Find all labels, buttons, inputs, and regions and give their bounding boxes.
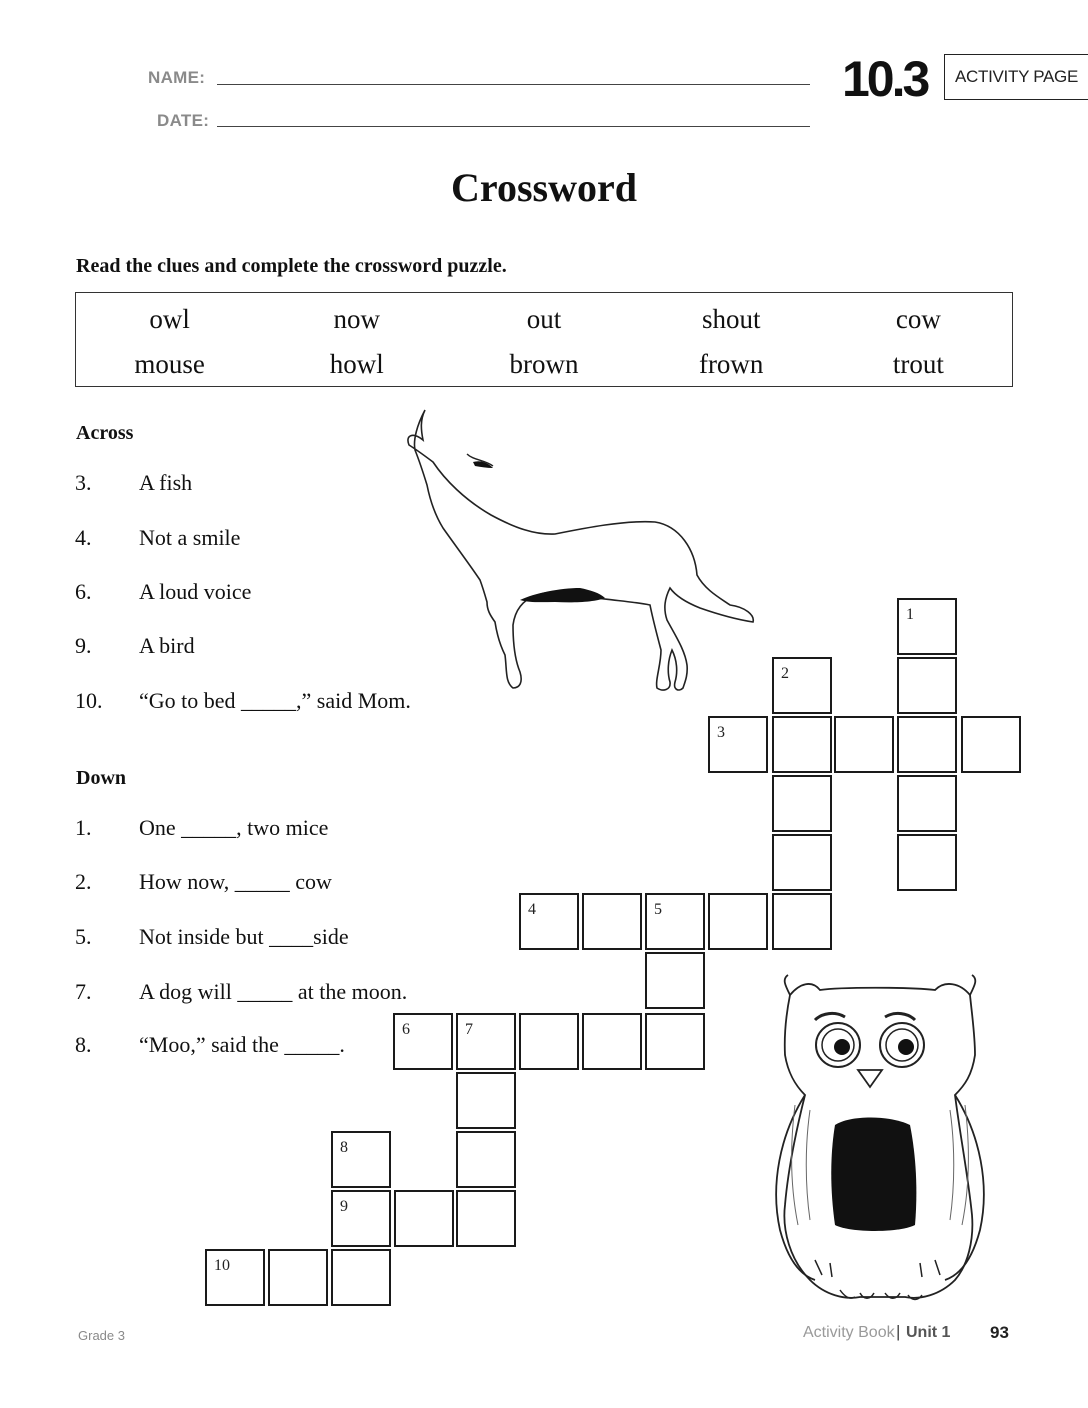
word-bank-item: frown (698, 349, 764, 379)
crossword-cell[interactable] (582, 893, 642, 950)
clue-text: A dog will _____ at the moon. (139, 979, 408, 1004)
footer-unit: Unit 1 (906, 1324, 951, 1341)
crossword-cell[interactable] (772, 775, 832, 832)
crossword-cell[interactable] (394, 1190, 454, 1247)
clue-number: 2. (75, 869, 92, 894)
crossword-cell[interactable] (772, 893, 832, 950)
name-field[interactable] (217, 84, 810, 85)
lesson-number: 10.3 (842, 51, 928, 107)
clue-number-label: 10 (214, 1257, 230, 1274)
word-bank (75, 292, 1013, 387)
crossword-cell[interactable] (456, 1072, 516, 1129)
clue-number: 7. (75, 979, 92, 1004)
word-bank-item: howl (329, 349, 384, 379)
clue-number-label: 5 (654, 901, 662, 918)
clue-text: “Moo,” said the _____. (139, 1032, 345, 1057)
crossword-cell[interactable] (205, 1249, 265, 1306)
owl-icon (760, 975, 1005, 1310)
crossword-cell[interactable] (645, 952, 705, 1009)
clue-text: A loud voice (139, 579, 252, 604)
word-bank-item: shout (701, 304, 761, 334)
crossword-cell[interactable] (772, 657, 832, 714)
crossword-cell[interactable] (331, 1190, 391, 1247)
clue-text: Not a smile (139, 525, 241, 550)
across-heading: Across (76, 422, 134, 444)
clue-number: 8. (75, 1032, 92, 1057)
clue-text: “Go to bed _____,” said Mom. (139, 688, 411, 713)
crossword-cell[interactable] (834, 716, 894, 773)
down-heading: Down (76, 767, 127, 789)
clue-number: 1. (75, 815, 92, 840)
crossword-cell[interactable] (582, 1013, 642, 1070)
clue-text: A fish (139, 470, 193, 495)
crossword-cell[interactable] (897, 657, 957, 714)
activity-page-label: ACTIVITY PAGE (955, 67, 1079, 86)
instructions: Read the clues and complete the crossword puzzle. (76, 255, 507, 277)
page-number: 93 (990, 1323, 1009, 1342)
clue-number-label: 7 (465, 1021, 473, 1038)
footer-separator: | (896, 1322, 901, 1341)
name-label: NAME: (148, 68, 206, 87)
word-bank-item: out (526, 304, 562, 334)
crossword-cell[interactable] (772, 834, 832, 891)
crossword-cell[interactable] (331, 1249, 391, 1306)
crossword-cell[interactable] (961, 716, 1021, 773)
clue-text: A bird (139, 633, 195, 658)
clue-number-label: 9 (340, 1198, 348, 1215)
word-bank-item: mouse (134, 349, 205, 379)
date-field[interactable] (217, 126, 810, 127)
page-title: Crossword (451, 165, 637, 210)
crossword-cell[interactable] (897, 598, 957, 655)
crossword-cell[interactable] (456, 1190, 516, 1247)
howling-wolf-icon (395, 410, 765, 700)
crossword-cell[interactable] (897, 775, 957, 832)
clue-number-label: 6 (402, 1021, 410, 1038)
clue-text: Not inside but ____side (139, 924, 349, 949)
clue-number: 5. (75, 924, 92, 949)
clue-text: How now, _____ cow (139, 869, 332, 894)
clue-number-label: 2 (781, 665, 789, 682)
clue-number-label: 1 (906, 606, 914, 623)
crossword-cell[interactable] (519, 1013, 579, 1070)
word-bank-item: brown (509, 349, 579, 379)
clue-number-label: 8 (340, 1139, 348, 1156)
date-label: DATE: (157, 111, 210, 130)
word-bank-item: cow (895, 304, 941, 334)
clue-number: 4. (75, 525, 92, 550)
word-bank-item: trout (892, 349, 944, 379)
crossword-cell[interactable] (645, 1013, 705, 1070)
crossword-cell[interactable] (897, 834, 957, 891)
clue-number: 3. (75, 470, 92, 495)
clue-number-label: 4 (528, 901, 536, 918)
crossword-cell[interactable] (772, 716, 832, 773)
footer-grade: Grade 3 (78, 1328, 125, 1343)
clue-number: 10. (75, 688, 103, 713)
clue-number: 6. (75, 579, 92, 604)
word-bank-item: owl (149, 304, 190, 334)
clue-number-label: 3 (717, 724, 725, 741)
crossword-cell[interactable] (268, 1249, 328, 1306)
clue-text: One _____, two mice (139, 815, 329, 840)
crossword-cell[interactable] (456, 1131, 516, 1188)
crossword-cell[interactable] (393, 1013, 453, 1070)
crossword-cell[interactable] (708, 716, 768, 773)
crossword-cell[interactable] (456, 1013, 516, 1070)
clue-number: 9. (75, 633, 92, 658)
activity-page-box (944, 54, 1088, 100)
crossword-cell[interactable] (897, 716, 957, 773)
crossword-cell[interactable] (708, 893, 768, 950)
crossword-cell[interactable] (645, 893, 705, 950)
word-bank-item: now (333, 304, 381, 334)
crossword-cell[interactable] (331, 1131, 391, 1188)
footer-book: Activity Book (803, 1324, 895, 1341)
crossword-cell[interactable] (519, 893, 579, 950)
